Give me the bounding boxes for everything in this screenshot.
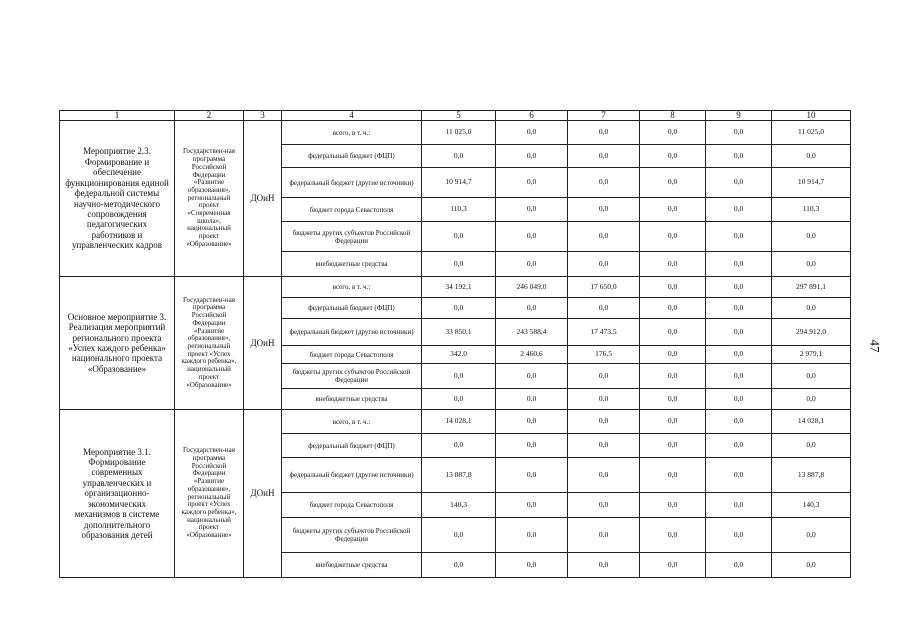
- funding-source: федеральный бюджет (другие источники): [282, 458, 422, 493]
- amount-cell: 246 049,0: [496, 277, 568, 298]
- amount-cell: 0,0: [496, 434, 568, 458]
- amount-cell: 0,0: [706, 410, 772, 434]
- amount-cell: 0,0: [568, 298, 640, 319]
- amount-cell: 0,0: [568, 121, 640, 145]
- funding-source: всего, в т. ч.:: [282, 277, 422, 298]
- amount-cell: 176,5: [568, 346, 640, 364]
- amount-cell: 140,3: [422, 493, 496, 518]
- amount-cell: 0,0: [640, 319, 706, 346]
- executor: ДОиН: [244, 277, 282, 410]
- amount-cell: 0,0: [640, 121, 706, 145]
- amount-cell: 0,0: [640, 277, 706, 298]
- funding-source: всего, в т. ч.:: [282, 121, 422, 145]
- amount-cell: 140,3: [772, 493, 851, 518]
- amount-cell: 0,0: [640, 364, 706, 389]
- program-name: Государствен-ная программа Российской Федерации «Развитие образования», региональный проект «Современная школа», национальный проект «Образование»: [175, 121, 244, 277]
- funding-source: бюджет города Севастополя: [282, 493, 422, 518]
- column-header: 2: [175, 111, 244, 121]
- amount-cell: 10 914,7: [422, 168, 496, 198]
- executor: ДОиН: [244, 410, 282, 578]
- amount-cell: 0,0: [706, 518, 772, 553]
- amount-cell: 0,0: [640, 252, 706, 277]
- activity-name: Основное мероприятие 3. Реализация мероприятий регионального проекта «Успех каждого ребенка» национального проекта «Образование»: [60, 277, 175, 410]
- amount-cell: 0,0: [772, 434, 851, 458]
- amount-cell: 0,0: [496, 198, 568, 222]
- column-header: 8: [640, 111, 706, 121]
- amount-cell: 243 588,4: [496, 319, 568, 346]
- activity-name: Мероприятие 2.3. Формирование и обеспечение функционирования единой федеральной системы научно-методического сопровождения педагогических работников и управленческих кадров: [60, 121, 175, 277]
- amount-cell: 0,0: [422, 518, 496, 553]
- amount-cell: 0,0: [706, 168, 772, 198]
- amount-cell: 0,0: [568, 145, 640, 168]
- amount-cell: 0,0: [640, 493, 706, 518]
- amount-cell: 0,0: [568, 493, 640, 518]
- column-header: 3: [244, 111, 282, 121]
- amount-cell: 0,0: [568, 458, 640, 493]
- amount-cell: 0,0: [568, 389, 640, 410]
- amount-cell: 0,0: [772, 298, 851, 319]
- amount-cell: 0,0: [706, 277, 772, 298]
- amount-cell: 13 887,8: [422, 458, 496, 493]
- amount-cell: 0,0: [422, 145, 496, 168]
- amount-cell: 0,0: [706, 198, 772, 222]
- amount-cell: 14 028,1: [772, 410, 851, 434]
- amount-cell: 297 891,1: [772, 277, 851, 298]
- amount-cell: 0,0: [640, 222, 706, 252]
- amount-cell: 0,0: [568, 518, 640, 553]
- amount-cell: 0,0: [496, 518, 568, 553]
- amount-cell: 0,0: [706, 319, 772, 346]
- amount-cell: 2 460,6: [496, 346, 568, 364]
- table-row: [60, 410, 851, 434]
- amount-cell: 0,0: [496, 252, 568, 277]
- table-row: [60, 277, 851, 298]
- amount-cell: 0,0: [422, 222, 496, 252]
- amount-cell: 0,0: [706, 222, 772, 252]
- amount-cell: 0,0: [706, 346, 772, 364]
- page-number: 47: [867, 339, 883, 353]
- amount-cell: 0,0: [640, 458, 706, 493]
- column-number-row: [60, 111, 851, 121]
- amount-cell: 13 887,8: [772, 458, 851, 493]
- funding-source: федеральный бюджет (ФЦП): [282, 298, 422, 319]
- amount-cell: 0,0: [422, 298, 496, 319]
- funding-source: всего, в т. ч.:: [282, 410, 422, 434]
- amount-cell: 14 028,1: [422, 410, 496, 434]
- amount-cell: 17 473,5: [568, 319, 640, 346]
- amount-cell: 0,0: [772, 553, 851, 578]
- amount-cell: 0,0: [422, 434, 496, 458]
- amount-cell: 0,0: [496, 364, 568, 389]
- column-header: 5: [422, 111, 496, 121]
- activity-name: Мероприятие 3.1. Формирование современных управленческих и организационно-экономических механизмов в системе дополнительного образования детей: [60, 410, 175, 578]
- amount-cell: 0,0: [422, 252, 496, 277]
- amount-cell: 0,0: [568, 434, 640, 458]
- amount-cell: 17 650,0: [568, 277, 640, 298]
- amount-cell: 0,0: [706, 145, 772, 168]
- amount-cell: 0,0: [706, 364, 772, 389]
- amount-cell: 0,0: [496, 298, 568, 319]
- funding-source: бюджеты других субъектов Российской Федерации: [282, 222, 422, 252]
- amount-cell: 11 025,0: [772, 121, 851, 145]
- funding-source: внебюджетные средства: [282, 252, 422, 277]
- amount-cell: 0,0: [706, 553, 772, 578]
- amount-cell: 0,0: [568, 364, 640, 389]
- program-name: Государствен-ная программа Российской Федерации «Развитие образования», региональный проект «Успех каждого ребенка», национальный проект «Образование»: [175, 277, 244, 410]
- amount-cell: 0,0: [772, 145, 851, 168]
- amount-cell: 10 914,7: [772, 168, 851, 198]
- table-row: [60, 121, 851, 145]
- amount-cell: 0,0: [496, 145, 568, 168]
- column-header: 4: [282, 111, 422, 121]
- amount-cell: 294 912,0: [772, 319, 851, 346]
- funding-source: внебюджетные средства: [282, 553, 422, 578]
- amount-cell: 342,0: [422, 346, 496, 364]
- amount-cell: 0,0: [496, 168, 568, 198]
- amount-cell: 0,0: [706, 493, 772, 518]
- column-header: 1: [60, 111, 175, 121]
- amount-cell: 0,0: [706, 434, 772, 458]
- amount-cell: 0,0: [568, 198, 640, 222]
- amount-cell: 0,0: [568, 252, 640, 277]
- amount-cell: 0,0: [640, 198, 706, 222]
- amount-cell: 0,0: [422, 364, 496, 389]
- amount-cell: 0,0: [640, 346, 706, 364]
- amount-cell: 0,0: [496, 493, 568, 518]
- amount-cell: 0,0: [706, 298, 772, 319]
- amount-cell: 0,0: [640, 145, 706, 168]
- amount-cell: 2 979,1: [772, 346, 851, 364]
- amount-cell: 110,3: [422, 198, 496, 222]
- amount-cell: 0,0: [568, 222, 640, 252]
- amount-cell: 0,0: [496, 458, 568, 493]
- amount-cell: 110,3: [772, 198, 851, 222]
- amount-cell: 0,0: [496, 389, 568, 410]
- amount-cell: 0,0: [772, 252, 851, 277]
- amount-cell: 0,0: [772, 518, 851, 553]
- amount-cell: 0,0: [568, 168, 640, 198]
- amount-cell: 0,0: [422, 553, 496, 578]
- column-header: 7: [568, 111, 640, 121]
- amount-cell: 0,0: [706, 389, 772, 410]
- amount-cell: 11 025,0: [422, 121, 496, 145]
- funding-source: бюджеты других субъектов Российской Федерации: [282, 518, 422, 553]
- amount-cell: 0,0: [496, 553, 568, 578]
- funding-source: федеральный бюджет (ФЦП): [282, 145, 422, 168]
- amount-cell: 0,0: [568, 410, 640, 434]
- column-header: 9: [706, 111, 772, 121]
- amount-cell: 0,0: [640, 168, 706, 198]
- column-header: 10: [772, 111, 851, 121]
- funding-source: федеральный бюджет (другие источники): [282, 319, 422, 346]
- amount-cell: 0,0: [706, 252, 772, 277]
- funding-source: федеральный бюджет (ФЦП): [282, 434, 422, 458]
- amount-cell: 0,0: [568, 553, 640, 578]
- amount-cell: 0,0: [772, 389, 851, 410]
- funding-source: бюджет города Севастополя: [282, 198, 422, 222]
- amount-cell: 0,0: [640, 553, 706, 578]
- amount-cell: 0,0: [772, 222, 851, 252]
- amount-cell: 0,0: [496, 121, 568, 145]
- amount-cell: 0,0: [640, 389, 706, 410]
- funding-source: бюджеты других субъектов Российской Федерации: [282, 364, 422, 389]
- amount-cell: 0,0: [772, 364, 851, 389]
- budget-table: [59, 110, 851, 578]
- amount-cell: 0,0: [422, 389, 496, 410]
- amount-cell: 0,0: [496, 222, 568, 252]
- executor: ДОиН: [244, 121, 282, 277]
- funding-source: федеральный бюджет (другие источники): [282, 168, 422, 198]
- amount-cell: 0,0: [640, 518, 706, 553]
- amount-cell: 0,0: [706, 458, 772, 493]
- program-name: Государствен-ная программа Российской Федерации «Развитие образования», региональный проект «Успех каждого ребенка», национальный проект «Образование»: [175, 410, 244, 578]
- amount-cell: 0,0: [496, 410, 568, 434]
- amount-cell: 33 850,1: [422, 319, 496, 346]
- amount-cell: 0,0: [706, 121, 772, 145]
- funding-source: бюджет города Севастополя: [282, 346, 422, 364]
- amount-cell: 0,0: [640, 298, 706, 319]
- funding-source: внебюджетные средства: [282, 389, 422, 410]
- amount-cell: 34 192,1: [422, 277, 496, 298]
- amount-cell: 0,0: [640, 434, 706, 458]
- column-header: 6: [496, 111, 568, 121]
- amount-cell: 0,0: [640, 410, 706, 434]
